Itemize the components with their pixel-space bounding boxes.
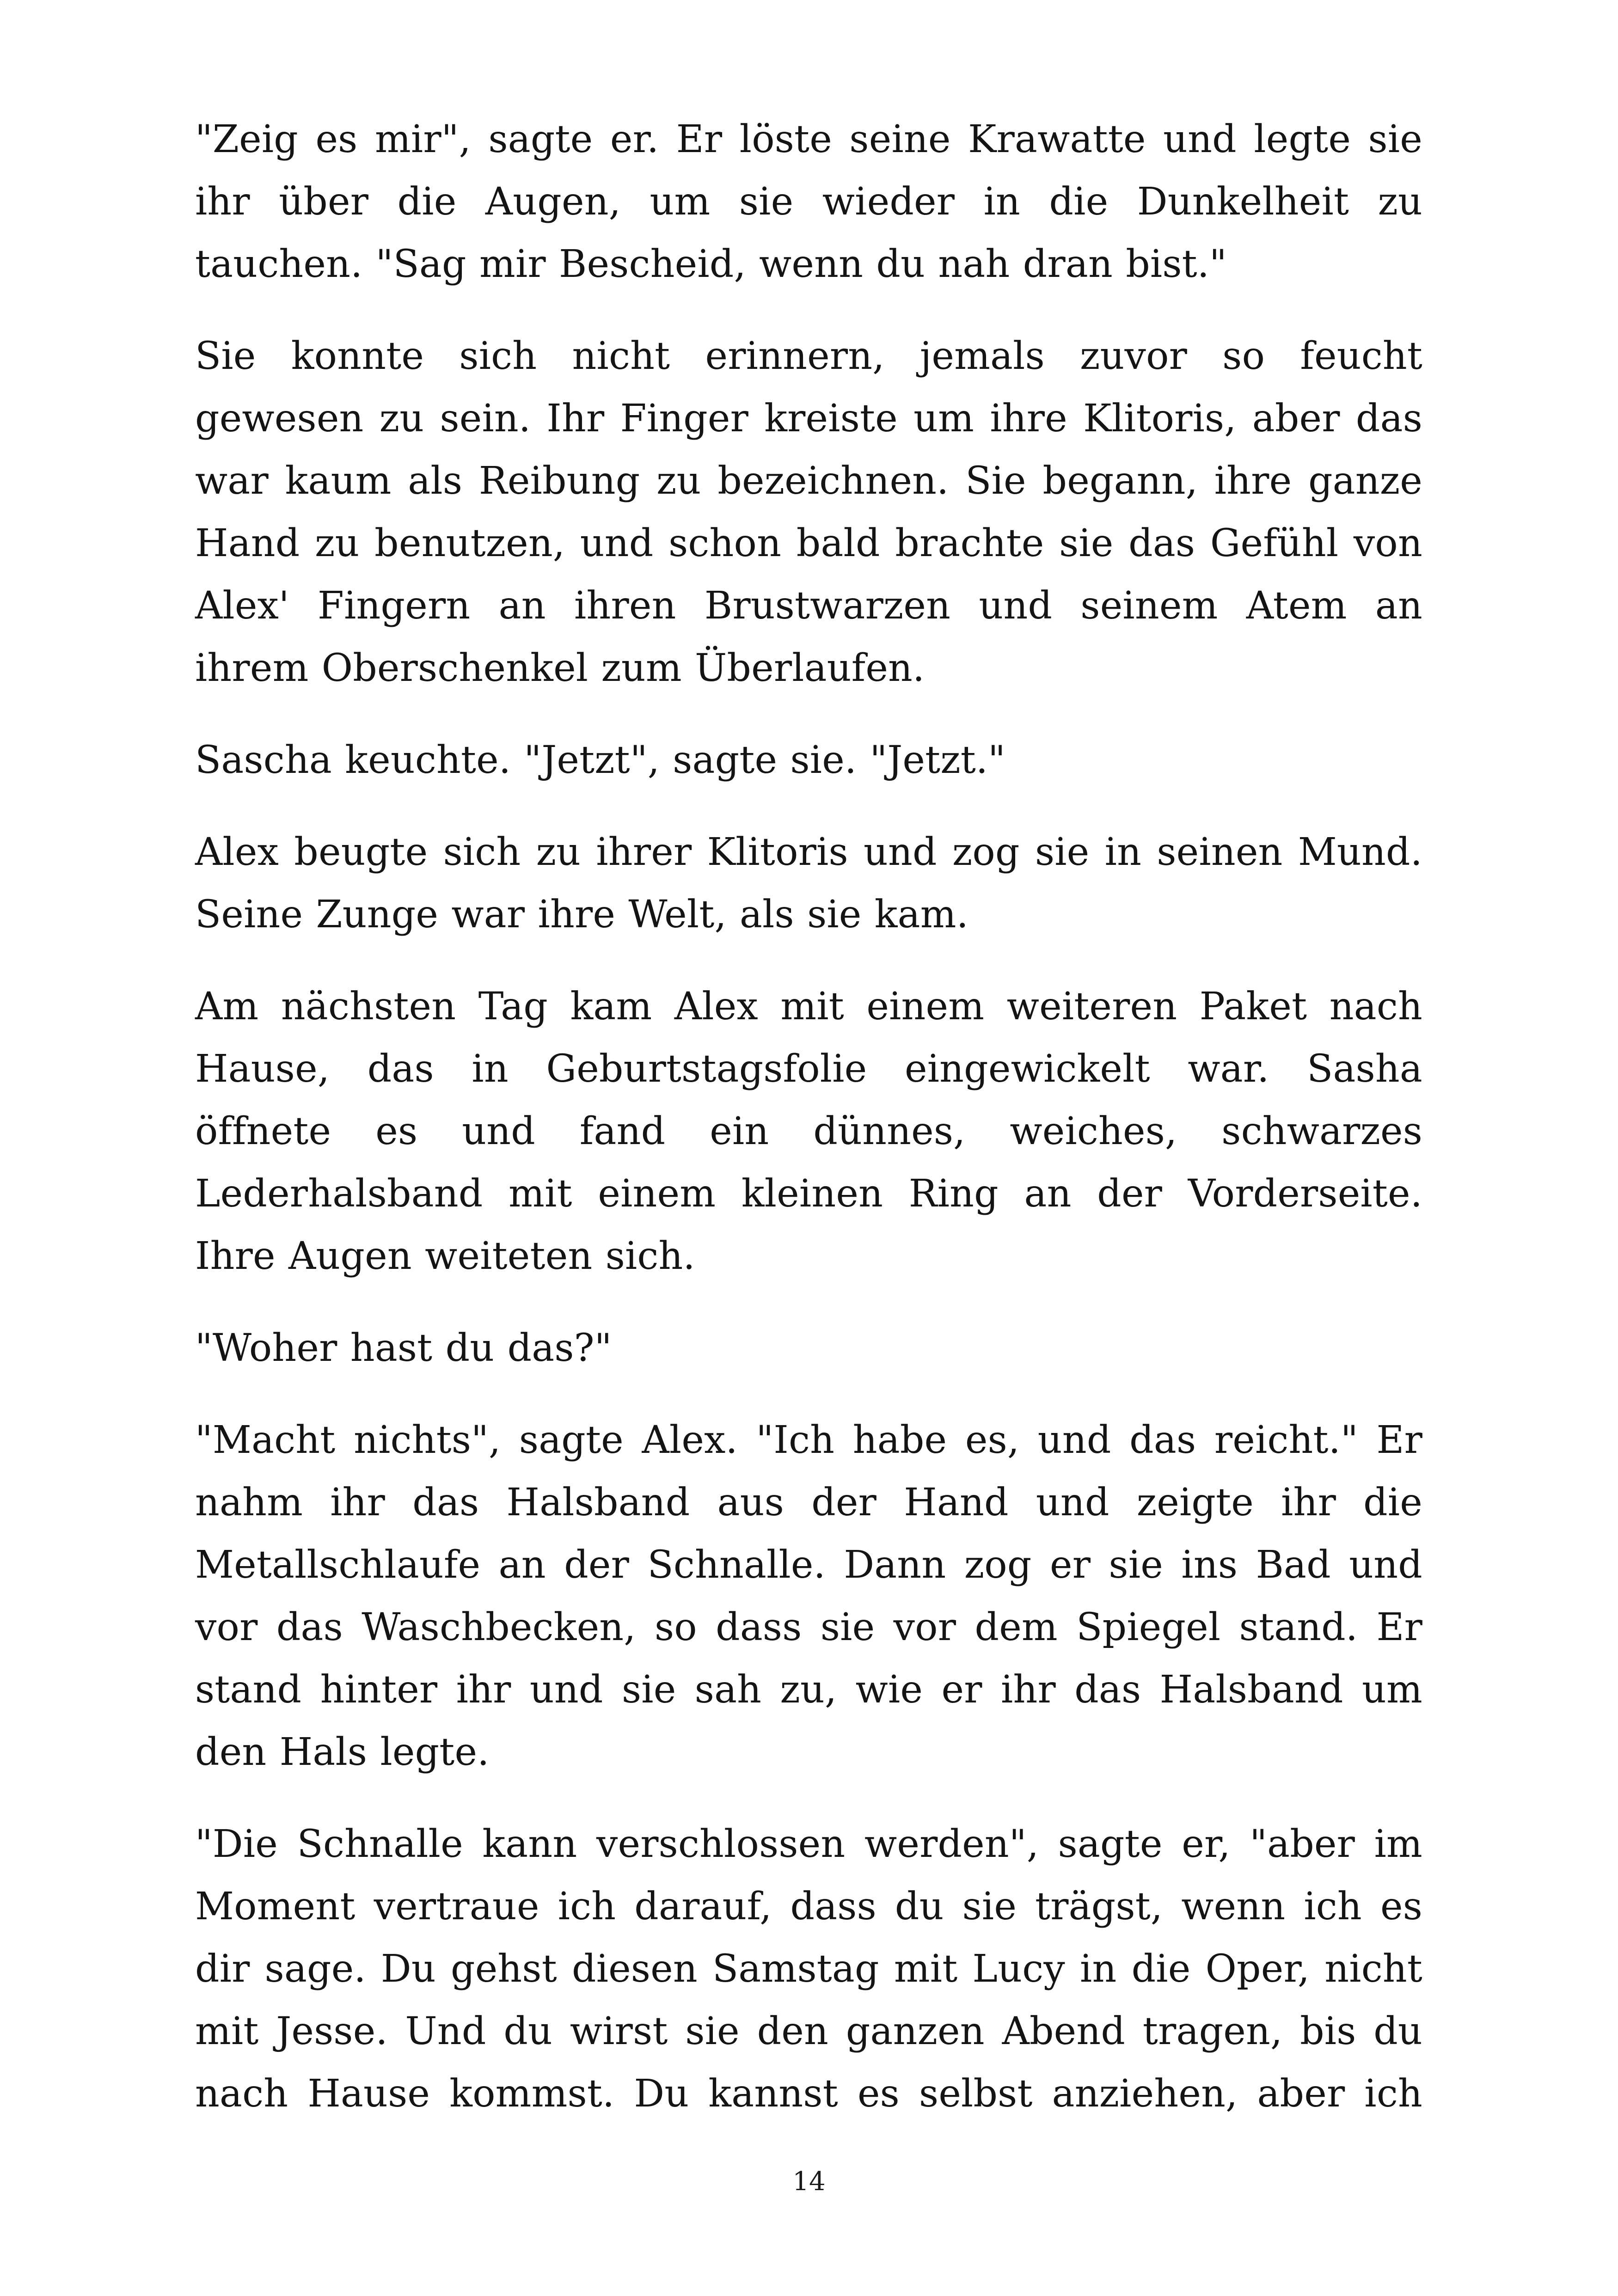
paragraph-2: Sie konnte sich nicht erinnern, jemals zuvor so feucht gewesen zu sein. Ihr Finger kreiste um ihre Klitoris, aber das war kaum als Reibung zu bezeichnen. Sie begann, ihre ganze Hand zu benutzen, und schon bald brachte sie das Gefühl von Alex' Fingern an ihren Brustwarzen und seinem Atem an ihrem Oberschenkel zum Überlaufen. [195,334,1422,690]
paragraph-4: Alex beugte sich zu ihrer Klitoris und zog sie in seinen Mund. Seine Zunge war ihre Welt, als sie kam. [195,830,1422,937]
paragraph-7: "Macht nichts", sagte Alex. "Ich habe es, und das reicht." Er nahm ihr das Halsband aus der Hand und zeigte ihr die Metallschlaufe an der Schnalle. Dann zog er sie ins Bad und vor das Waschbecken, so dass sie vor dem Spiegel stand. Er stand hinter ihr und sie sah zu, wie er ihr das Halsband um den Hals legte. [195,1418,1422,1774]
paragraph-1: "Zeig es mir", sagte er. Er löste seine Krawatte und legte sie ihr über die Augen, um sie wieder in die Dunkelheit zu tauchen. "Sag mir Bescheid, wenn du nah dran bist." [195,117,1422,286]
page-number: 14 [792,2167,826,2197]
paragraph-5: Am nächsten Tag kam Alex mit einem weiteren Paket nach Hause, das in Geburtstagsfolie eingewickelt war. Sasha öffnete es und fand ein dünnes, weiches, schwarzes Lederhalsband mit einem kleinen Ring an der Vorderseite. Ihre Augen weiteten sich. [195,985,1422,1278]
body-text [195,108,1422,2125]
paragraph-6: "Woher hast du das?" [195,1326,612,1370]
paragraph-8: "Die Schnalle kann verschlossen werden", sagte er, "aber im Moment vertraue ich darauf, dass du sie trägst, wenn ich es dir sage. Du gehst diesen Samstag mit Lucy in die Oper, nicht mit Jesse. Und du wirst sie den ganzen Abend tragen, bis du nach Hause kommst. Du kannst es selbst anziehen, aber ich [195,1822,1422,2116]
paragraph-3: Sascha keuchte. "Jetzt", sagte sie. "Jetzt." [195,738,1006,782]
